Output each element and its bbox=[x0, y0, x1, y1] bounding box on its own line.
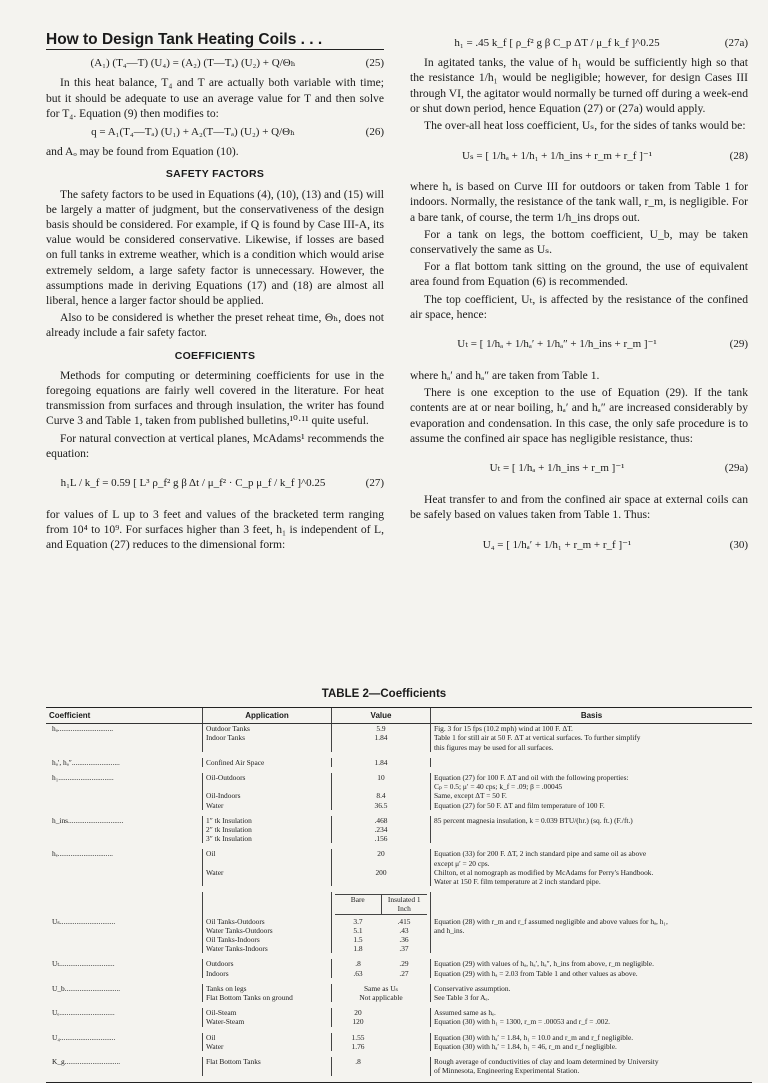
cell-line: Cₚ = 0.5; μ′ = 40 cps; k_f = .09; β = .00045 bbox=[434, 782, 563, 792]
cell-line: Equation (29) with values of hₐ, hₐ′, hₐ″, h_ins from above, r_m negligible. bbox=[434, 959, 654, 969]
cell-line: this figures may be used for all surfaces. bbox=[434, 742, 554, 752]
cell-line: 1.8 bbox=[353, 944, 363, 954]
coefficient-cell bbox=[46, 773, 202, 810]
value-cell bbox=[331, 816, 430, 844]
table-header bbox=[46, 708, 752, 724]
table-row bbox=[46, 959, 752, 977]
cell-line: 5.9 bbox=[376, 724, 386, 734]
cell-line: 1.84 bbox=[374, 757, 388, 767]
cell-line: 3″ tk Insulation bbox=[206, 834, 252, 844]
paragraph: For a tank on legs, the bottom coefficient, U_b, may be taken conservatively the same as Uₛ. bbox=[410, 227, 748, 257]
table-row bbox=[46, 917, 752, 954]
cell-line: Not applicable bbox=[359, 993, 403, 1003]
equation-25: (A₁) (T₄—T) (U₄) = (A₂) (T—Tₐ) (U₂) + Q/Θₕ (25) bbox=[90, 57, 384, 70]
cell-line: Oil-Indoors bbox=[206, 791, 241, 801]
cell-line: 1.76 bbox=[351, 1041, 365, 1051]
cell-line: .156 bbox=[374, 834, 388, 844]
cell-line: 200 bbox=[375, 867, 387, 877]
coefficient-label: h_ins.............................. bbox=[52, 815, 124, 825]
application-cell bbox=[202, 816, 331, 844]
table-row bbox=[46, 758, 752, 767]
cell-line: Equation (33) for 200 F. ΔT, 2 inch standard pipe and same oil as above bbox=[434, 849, 647, 859]
header-application: Application bbox=[202, 708, 331, 723]
value-cell bbox=[331, 1033, 430, 1051]
cell-line: Indoor Tanks bbox=[206, 733, 245, 743]
application-cell bbox=[202, 724, 331, 752]
value-cell bbox=[331, 758, 430, 767]
cell-line: .29 bbox=[399, 959, 409, 969]
cell-line: Same as Uₛ bbox=[363, 983, 399, 993]
cell-line: Equation (27) for 50 F. ΔT and film temperature of 100 F. bbox=[434, 800, 605, 810]
paragraph: Heat transfer to and from the confined air space at external coils can be safely based on values taken from Table 1. Thus: bbox=[410, 493, 748, 522]
cell-line: Table 1 for still air at 50 F. ΔT at vertical surfaces. To further simplify bbox=[434, 733, 641, 743]
application-cell bbox=[202, 1057, 331, 1075]
value-split bbox=[335, 1033, 427, 1051]
cell-line: Rough average of conductivities of clay and loam determined by University bbox=[434, 1057, 659, 1067]
cell-line: .43 bbox=[399, 925, 409, 935]
table-row bbox=[46, 724, 752, 752]
row-gap bbox=[46, 1076, 752, 1082]
cell-line: 1″ tk Insulation bbox=[206, 815, 252, 825]
equation-26: q = A₁(T₄—Tₐ) (U₁) + A₂(T—Tₐ) (U₂) + Q/Θₕ (26) bbox=[91, 126, 384, 139]
coefficient-label: K_g.............................. bbox=[52, 1057, 121, 1067]
insulated-values bbox=[381, 1033, 427, 1051]
cell-line: 1.55 bbox=[351, 1032, 365, 1042]
cell-line bbox=[206, 782, 328, 791]
equation-29a: Uₜ = [ 1/hₐ + 1/h_ins + r_m ]⁻¹ (29a) bbox=[489, 462, 748, 475]
cell-line: Oil-Outdoors bbox=[206, 773, 246, 783]
cell-line: Equation (30) with h₁ = 1300, r_m = .00053 and r_f = .002. bbox=[434, 1017, 611, 1027]
coefficient-cell bbox=[46, 816, 202, 844]
cell-line: Flat Bottom Tanks bbox=[206, 1057, 261, 1067]
coefficient-cell bbox=[46, 984, 202, 1002]
cell-line: Water bbox=[206, 800, 224, 810]
table-title: TABLE 2—Coefficients bbox=[321, 688, 447, 700]
value-split bbox=[335, 959, 427, 977]
header-value: Value bbox=[331, 708, 430, 723]
bare-values bbox=[335, 917, 381, 954]
section-heading-coefficients: COEFFICIENTS bbox=[174, 349, 256, 362]
application-cell bbox=[202, 758, 331, 767]
cell-line: .37 bbox=[399, 944, 409, 954]
value-split bbox=[335, 1057, 427, 1066]
cell-line: Indoors bbox=[206, 968, 229, 978]
cell-line: Oil Tanks-Indoors bbox=[206, 935, 260, 945]
sub-header-insulated: Insulated 1 Inch bbox=[381, 895, 428, 913]
cell-line: 1.5 bbox=[353, 935, 363, 945]
cell-line: Oil bbox=[206, 849, 216, 859]
value-cell bbox=[331, 917, 430, 954]
paragraph: for values of L up to 3 feet and values of the bracketed term ranging from 10⁴ to 10⁹. For surfaces higher than 3 feet, h₁ is independent of L, and Equation (27) reduces to the dimensional form: bbox=[46, 508, 384, 552]
cell-line bbox=[335, 782, 427, 791]
coefficient-label: Uₑ.............................. bbox=[52, 1008, 115, 1018]
cell-line: .415 bbox=[397, 916, 411, 926]
cell-line bbox=[381, 1057, 427, 1066]
right-column bbox=[410, 32, 748, 568]
paragraph: For a flat bottom tank sitting on the ground, the use of equivalent area found from Equation (6) is recommended. bbox=[410, 260, 748, 289]
cell-line: Outdoors bbox=[206, 959, 234, 969]
cell-line: 10 bbox=[377, 773, 385, 783]
cell-line: Oil Tanks-Outdoors bbox=[206, 916, 265, 926]
insulated-values bbox=[381, 959, 427, 977]
coefficient-cell bbox=[46, 1057, 202, 1075]
paragraph: Also to be considered is whether the preset reheat time, Θₕ, does not already include a fair safety factor. bbox=[46, 311, 384, 340]
cell-line bbox=[381, 1033, 427, 1042]
cell-line: except μ′ = 20 cps. bbox=[434, 858, 490, 868]
insulated-values bbox=[381, 917, 427, 954]
coefficient-cell bbox=[46, 724, 202, 752]
paragraph: For natural convection at vertical planes, McAdams¹ recommends the equation: bbox=[46, 431, 384, 460]
equation-30: U₄ = [ 1/hₐ′ + 1/h₁ + r_m + r_f ]⁻¹ (30) bbox=[482, 538, 748, 551]
header-basis: Basis bbox=[430, 708, 752, 723]
left-column bbox=[46, 32, 384, 555]
cell-line: Same, except ΔT = 50 F. bbox=[434, 791, 507, 801]
coefficients-table bbox=[46, 707, 752, 1083]
basis-cell bbox=[430, 773, 752, 810]
cell-line: Outdoor Tanks bbox=[206, 724, 250, 734]
basis-cell bbox=[430, 917, 752, 954]
cell-line: .8 bbox=[355, 1057, 361, 1067]
cell-line: 20 bbox=[377, 849, 385, 859]
cell-line: Equation (30) with hₐ′ = 1.84, h₁ = 46, r_m and r_f negligible. bbox=[434, 1041, 617, 1051]
paragraph: where hₐ is based on Curve III for outdoors or taken from Table 1 for indoors. Normally, the resistance of the tank wall, r_m, is negligible. For a bare tank, of course, the term 1/h_ins drops out. bbox=[410, 180, 748, 224]
cell-line: .234 bbox=[374, 825, 388, 835]
cell-line: 36.5 bbox=[374, 800, 388, 810]
paragraph: and Aₒ may be found from Equation (10). bbox=[46, 145, 239, 159]
coefficient-label: Uₜ.............................. bbox=[52, 959, 115, 969]
value-cell bbox=[331, 984, 430, 1002]
cell-line: Tanks on legs bbox=[206, 983, 247, 993]
basis-cell bbox=[430, 758, 752, 767]
cell-line: Equation (30) with hₐ′ = 1.84, h₁ = 10.0 and r_m and r_f negligible. bbox=[434, 1032, 634, 1042]
cell-line bbox=[381, 1008, 427, 1017]
cell-line: Water Tanks-Indoors bbox=[206, 944, 268, 954]
sub-header-bare: Bare bbox=[350, 895, 365, 905]
cell-line bbox=[381, 1017, 427, 1026]
cell-line: Water bbox=[206, 1041, 224, 1051]
cell-line bbox=[206, 859, 328, 868]
cell-line bbox=[434, 758, 749, 767]
coefficient-label: hₐ′, hₐ″.......................... bbox=[52, 757, 120, 767]
insulated-values bbox=[381, 1057, 427, 1066]
cell-line: 20 bbox=[354, 1008, 362, 1018]
cell-line: Confined Air Space bbox=[206, 757, 265, 767]
paragraph: where hₐ′ and hₐ″ are taken from Table 1. bbox=[410, 369, 600, 383]
basis-cell bbox=[430, 724, 752, 752]
cell-line: Assumed same as hₑ. bbox=[434, 1008, 496, 1018]
cell-line: Chilton, et al nomograph as modified by McAdams for Perry's Handbook. bbox=[434, 867, 654, 877]
equation-28: Uₛ = [ 1/hₐ + 1/h₁ + 1/h_ins + r_m + r_f ]⁻¹ (28) bbox=[462, 149, 748, 162]
table-row bbox=[46, 849, 752, 886]
cell-line: Equation (28) with r_m and r_f assumed negligible and above values for hₐ, h₁, bbox=[434, 916, 668, 926]
table-row bbox=[46, 984, 752, 1002]
cell-line: 120 bbox=[352, 1017, 364, 1027]
header-coefficient: Coefficient bbox=[49, 711, 91, 720]
table-body-lower bbox=[46, 917, 752, 1082]
cell-line: Water bbox=[206, 867, 224, 877]
coefficient-cell bbox=[46, 758, 202, 767]
basis-cell bbox=[430, 984, 752, 1002]
bare-values bbox=[335, 959, 381, 977]
application-cell bbox=[202, 849, 331, 886]
cell-line: Water at 150 F. film temperature at 2 inch standard pipe. bbox=[434, 877, 601, 887]
cell-line bbox=[381, 1042, 427, 1051]
cell-line: Equation (27) for 100 F. ΔT and oil with the following properties: bbox=[434, 773, 629, 783]
paragraph: Methods for computing or determining coefficients for use in the foregoing equations are fairly well covered in the literature. For heat transmission from surfaces and through insulation, the writer has found Curve 3 and Table 1, taken from published bulletins,¹⁰·¹¹ quite useful. bbox=[46, 368, 384, 428]
coefficient-label: U_b.............................. bbox=[52, 983, 121, 993]
cell-line: Flat Bottom Tanks on ground bbox=[206, 993, 293, 1003]
cell-line: 8.4 bbox=[376, 791, 386, 801]
basis-cell bbox=[430, 959, 752, 977]
paragraph: The over-all heat loss coefficient, Uₛ, for the sides of tanks would be: bbox=[424, 119, 746, 133]
cell-line: 5.1 bbox=[353, 925, 363, 935]
paragraph: In agitated tanks, the value of h₁ would be sufficiently high so that the resistance 1/h₁ would be negligible; however, for design Cases III through VI, the agitator would normally be turned off during a week-end or shut down period, hence Equation (27) or (27a) would apply. bbox=[410, 56, 748, 115]
table-row bbox=[46, 1057, 752, 1075]
application-cell bbox=[202, 984, 331, 1002]
coefficient-cell bbox=[46, 917, 202, 954]
cell-line: of Minnesota, Engineering Experimental Station. bbox=[434, 1066, 580, 1076]
coefficient-label: hₐ.............................. bbox=[52, 724, 114, 734]
cell-line: Conservative assumption. bbox=[434, 983, 511, 993]
cell-line: Water-Steam bbox=[206, 1017, 245, 1027]
coefficient-label: hₑ.............................. bbox=[52, 849, 114, 859]
value-cell bbox=[331, 773, 430, 810]
coefficient-label: Uₛ.............................. bbox=[52, 916, 116, 926]
value-split bbox=[335, 917, 427, 954]
basis-cell bbox=[430, 816, 752, 844]
application-cell bbox=[202, 773, 331, 810]
bare-values bbox=[335, 1033, 381, 1051]
table-row bbox=[46, 773, 752, 810]
cell-line: .63 bbox=[353, 968, 363, 978]
coefficient-cell bbox=[46, 959, 202, 977]
cell-line: .27 bbox=[399, 968, 409, 978]
cell-line: .468 bbox=[374, 815, 388, 825]
coefficient-label: h₁.............................. bbox=[52, 773, 114, 783]
article-title: How to Design Tank Heating Coils . . . bbox=[46, 32, 384, 50]
paragraph: There is one exception to the use of Equation (29). If the tank contents are at or near boiling, hₐ′ and hₐ″ are increased considerably by evaporation and condensation. In this case, the only safe procedure is to assume the confined air space has negligible resistance, thus: bbox=[410, 386, 748, 445]
application-cell bbox=[202, 917, 331, 954]
coefficient-label: U₄.............................. bbox=[52, 1032, 116, 1042]
cell-line: Oil bbox=[206, 1032, 216, 1042]
sub-header-row bbox=[46, 892, 752, 916]
cell-line: 3.7 bbox=[353, 916, 363, 926]
paragraph: The safety factors to be used in Equations (4), (10), (13) and (15) will be largely a matter of judgment, but the conservativeness of the design basis should be considered. For example, if Q is found by Case III-A, its value would be considered conservative. Likewise, if losses are based on full tanks in extreme weather, which is a condition which would arise extremely seldom, a large safety factor is unnecessary. However, the assumptions made in deriving Equations (17) and (18) are almost all liberal, hence a larger factor should be applied. bbox=[46, 187, 384, 308]
application-cell bbox=[202, 1033, 331, 1051]
value-cell bbox=[331, 1057, 430, 1075]
coefficient-cell bbox=[46, 1033, 202, 1051]
table-row bbox=[46, 1033, 752, 1051]
equation-27a: h₁ = .45 k_f [ ρ_f² g β C_p ΔT / μ_f k_f ]^0.25 (27a) bbox=[454, 37, 748, 49]
equation-27: h₁L / k_f = 0.59 [ L³ ρ_f² g β Δt / μ_f² · C_p μ_f / k_f ]^0.25 (27) bbox=[60, 477, 384, 490]
coefficient-cell bbox=[46, 849, 202, 886]
cell-line: 85 percent magnesia insulation, k = 0.039 BTU/(hr.) (sq. ft.) (F./ft.) bbox=[434, 815, 633, 825]
cell-line: Fig. 3 for 15 fps (10.2 mph) wind at 100 F. ΔT. bbox=[434, 724, 573, 734]
cell-line: 1.84 bbox=[374, 733, 388, 743]
cell-line: Equation (29) with hₐ = 2.03 from Table 1 and other values as above. bbox=[434, 968, 638, 978]
application-cell bbox=[202, 959, 331, 977]
bare-values bbox=[335, 1057, 381, 1066]
basis-cell bbox=[430, 1033, 752, 1051]
table-row bbox=[46, 816, 752, 844]
section-heading-safety-factors: SAFETY FACTORS bbox=[165, 168, 265, 181]
value-cell bbox=[331, 959, 430, 977]
paragraph: The top coefficient, Uₜ, is affected by the resistance of the confined air space, hence: bbox=[410, 292, 748, 321]
cell-line: 2″ tk Insulation bbox=[206, 825, 252, 835]
cell-line: and h_ins. bbox=[434, 925, 465, 935]
cell-line: .36 bbox=[399, 935, 409, 945]
equation-29: Uₜ = [ 1/hₐ + 1/hₐ′ + 1/hₐ″ + 1/h_ins + r_m ]⁻¹ (29) bbox=[457, 338, 748, 351]
cell-line bbox=[335, 859, 427, 868]
cell-line: Water Tanks-Outdoors bbox=[206, 925, 273, 935]
cell-line: See Table 3 for Aₑ. bbox=[434, 993, 490, 1003]
cell-line: Oil-Steam bbox=[206, 1008, 237, 1018]
cell-line: .8 bbox=[355, 959, 361, 969]
basis-cell bbox=[430, 849, 752, 886]
value-cell bbox=[331, 724, 430, 752]
basis-cell bbox=[430, 1057, 752, 1075]
table-body-upper bbox=[46, 724, 752, 892]
paragraph: In this heat balance, T₄ and T are actually both variable with time; but it should be adequate to use an average value for T and then solve for T₄. Equation (9) then modifies to: bbox=[46, 76, 384, 120]
value-cell bbox=[331, 849, 430, 886]
